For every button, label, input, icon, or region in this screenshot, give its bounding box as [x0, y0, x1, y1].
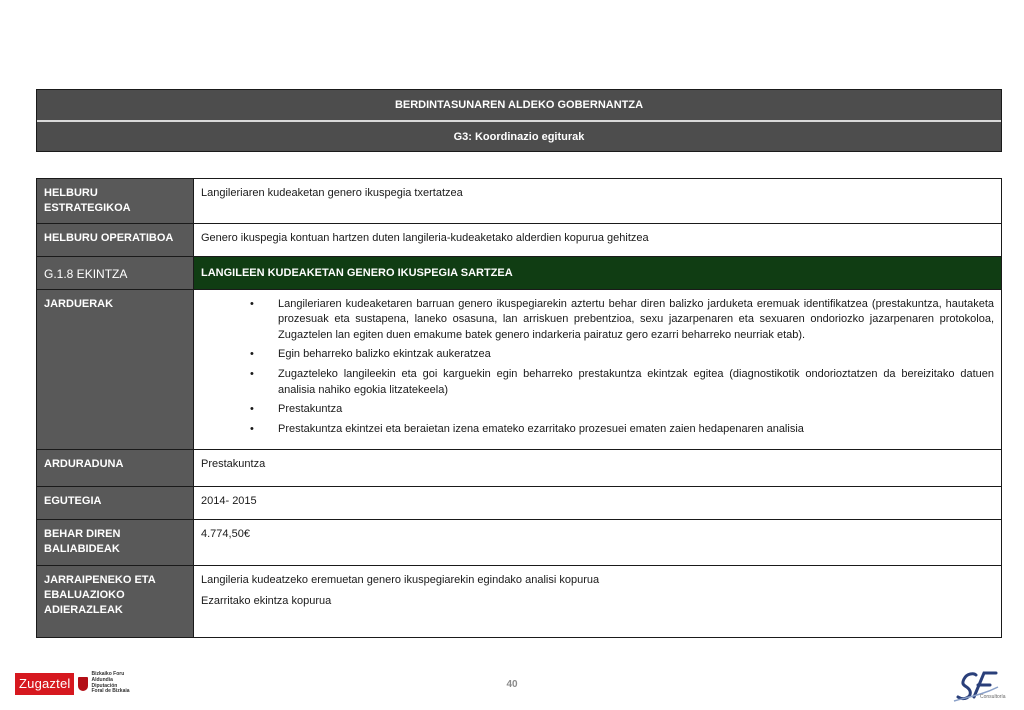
- indicator-item: Ezarritako ekintza kopurua: [201, 594, 332, 607]
- list-item-text: Zugazteleko langileekin eta goi karguekin egin beharreko prestakuntza ekintzak egitea (diagnostikotik ondorioztatzen da bereizitako datuen analisia nahiko egokia litzatekeela): [278, 368, 994, 396]
- indicator-item: Langileria kudeatzeko eremuetan genero ikuspegiarekin egindako analisi kopurua: [201, 573, 600, 586]
- page-number: 40: [506, 679, 518, 690]
- list-item: [250, 297, 994, 344]
- consultancy-logo: [950, 667, 1000, 710]
- label-calendar: EGUTEGIA: [37, 486, 194, 519]
- action-sheet-table: [36, 178, 1002, 638]
- bullet-icon: •: [250, 403, 254, 416]
- bullet-icon: •: [250, 422, 254, 435]
- list-item: [250, 367, 994, 398]
- row-operational: [37, 223, 1002, 256]
- label-strategic: HELBURU ESTRATEGIKOA: [37, 179, 194, 224]
- row-indicators: [37, 565, 1002, 637]
- label-action: G.1.8 EKINTZA: [37, 256, 194, 289]
- label-indicators: JARRAIPENEKO ETA EBALUAZIOKO ADIERAZLEAK: [37, 565, 194, 637]
- value-action: LANGILEEN KUDEAKETAN GENERO IKUSPEGIA SARTZEA: [194, 256, 1002, 289]
- label-activities: JARDUERAK: [37, 289, 194, 449]
- row-calendar: [37, 486, 1002, 519]
- label-responsible: ARDURADUNA: [37, 449, 194, 486]
- row-strategic: [37, 179, 1002, 224]
- list-item-text: Prestakuntza: [278, 403, 343, 416]
- bullet-icon: •: [250, 368, 254, 381]
- list-item-text: Egin beharreko balizko ekintzak aukeratzea: [278, 348, 491, 361]
- label-resources: BEHAR DIREN BALIABIDEAK: [37, 519, 194, 565]
- bullet-icon: •: [250, 348, 254, 361]
- list-item-text: Langileriaren kudeaketaren barruan genero ikuspegiarekin aztertu behar diren balizko jarduketa eremuak identifikatzea (prestakuntza, hautaketa prozesuak eta sustapena, laneko osasuna, lan arriskuen prebentzioa, sexu jazarpenaren eta sexuaren ondoriozko jazarpenaren protokoloa, Zugaztelen lan egiten duen emakume batek genero indarkeria pairatuz gero ezarri beharreko neurriak etab).: [278, 297, 994, 341]
- value-resources: 4.774,50€: [194, 519, 1002, 565]
- row-activities: [37, 289, 1002, 449]
- bullet-icon: •: [250, 297, 254, 310]
- list-item-text: Prestakuntza ekintzei eta beraietan izena emateko ezarritako prozesuei ematen zaien hedapenaren analisia: [278, 422, 804, 435]
- value-operational: Genero ikuspegia kontuan hartzen duten langileria-kudeaketako alderdien kopurua gehitzea: [194, 223, 1002, 256]
- section-subtitle: G3: Koordinazio egiturak: [453, 131, 585, 143]
- section-title: BERDINTASUNAREN ALDEKO GOBERNANTZA: [37, 90, 1001, 122]
- list-item: [250, 422, 994, 438]
- consultancy-caption: Consultoría: [980, 694, 1006, 700]
- list-item: [250, 347, 994, 363]
- label-operational: HELBURU OPERATIBOA: [37, 223, 194, 256]
- list-item: [250, 402, 994, 418]
- row-responsible: [37, 449, 1002, 486]
- bfa-logo-text: Bizkaiko Foru Aldundia Diputación Foral de Bizkaia: [91, 671, 130, 695]
- value-calendar: 2014- 2015: [194, 486, 1002, 519]
- zugaztel-logo: Zugaztel: [15, 673, 74, 695]
- activities-list: [201, 297, 994, 438]
- value-indicators: [194, 565, 1002, 637]
- value-strategic: Langileriaren kudeaketan genero ikuspegia txertatzea: [194, 179, 1002, 224]
- value-activities: [194, 289, 1002, 449]
- row-action: [37, 256, 1002, 289]
- value-responsible: Prestakuntza: [194, 449, 1002, 486]
- section-header: [36, 89, 1002, 152]
- row-resources: [37, 519, 1002, 565]
